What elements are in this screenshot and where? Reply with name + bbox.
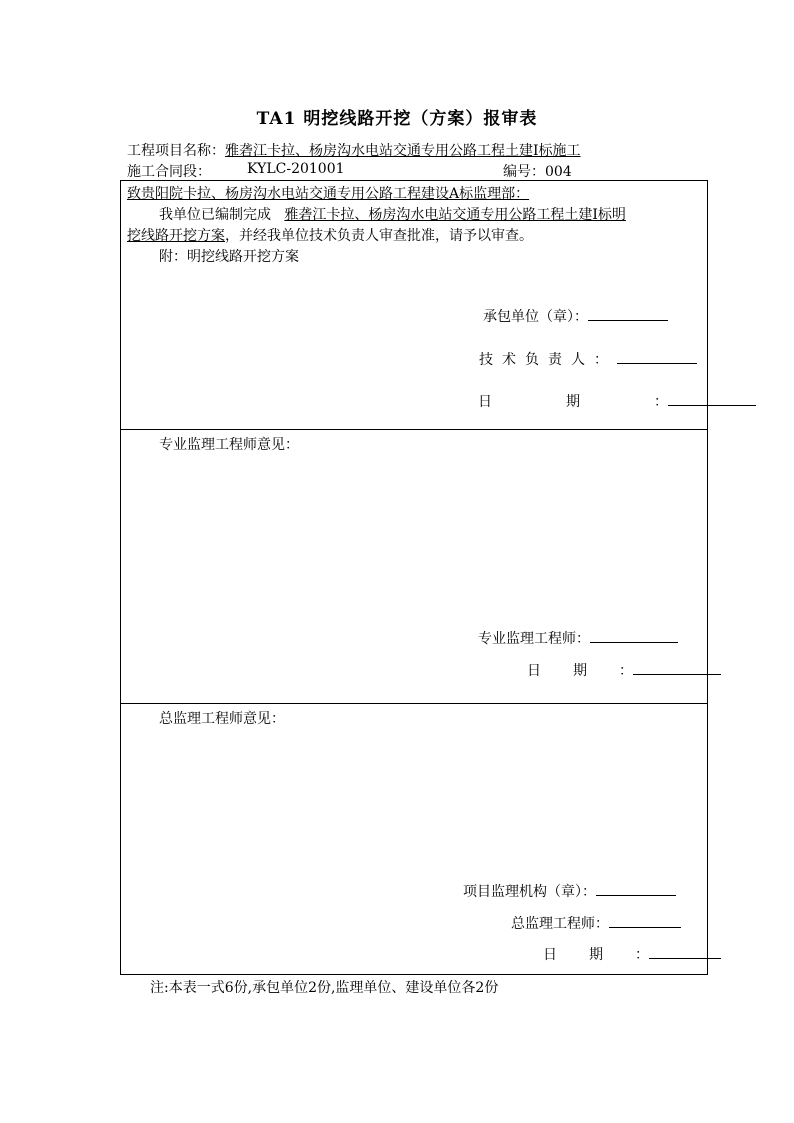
engineer-opinion-section — [120, 429, 708, 704]
footnote: 注:本表一式6份,承包单位2份,监理单位、建设单位各2份 — [150, 980, 499, 996]
engineer-date-line[interactable] — [633, 660, 721, 675]
chief-opinion-label: 总监理工程师意见： — [159, 711, 285, 727]
addressee: 致贵阳院卡拉、杨房沟水电站交通专用公路工程建设A标监理部： — [127, 186, 530, 202]
chief-date-row — [543, 944, 721, 964]
agency-signature-row — [463, 881, 676, 901]
contract-label: 施工合同段： — [127, 164, 211, 180]
contract-number: KYLC-201001 — [247, 161, 345, 177]
submission-date-row — [478, 391, 756, 411]
body-underlined-1: 雅砻江卡拉、杨房沟水电站交通专用公路工程土建Ⅰ标明 — [284, 207, 626, 223]
project-name-value: 雅砻江卡拉、杨房沟水电站交通专用公路工程土建Ⅰ标施工 — [225, 143, 581, 159]
engineer-signature-line[interactable] — [590, 628, 678, 643]
contractor-label: 承包单位（章）： — [483, 309, 588, 325]
project-name-label: 工程项目名称： — [127, 143, 225, 159]
page-title: TA1 明挖线路开挖（方案）报审表 — [256, 109, 538, 129]
agency-label: 项目监理机构（章）： — [463, 884, 596, 900]
submission-section — [120, 180, 742, 430]
chief-signature-line[interactable] — [609, 913, 681, 928]
chief-date-line[interactable] — [649, 944, 721, 959]
engineer-opinion-label: 专业监理工程师意见： — [159, 437, 299, 453]
tech-lead-signature-line[interactable] — [617, 349, 697, 364]
chief-date-label: 日期： — [543, 947, 681, 963]
engineer-signature-row — [478, 628, 678, 648]
submission-date-line[interactable] — [668, 391, 756, 406]
contractor-signature-line[interactable] — [588, 306, 668, 321]
chief-label: 总监理工程师： — [511, 916, 609, 932]
chief-signature-row — [511, 913, 681, 933]
chief-opinion-section — [120, 703, 708, 975]
tech-lead-signature-row — [479, 349, 697, 369]
body-underlined-2: 挖线路开挖方案 — [127, 228, 225, 244]
serial-number: 004 — [545, 164, 572, 180]
engineer-date-row — [527, 660, 721, 680]
body-prefix: 我单位已编制完成 — [159, 207, 271, 223]
body-suffix: ，并经我单位技术负责人审查批准，请予以审查。 — [225, 228, 533, 244]
agency-signature-line[interactable] — [596, 881, 676, 896]
engineer-label: 专业监理工程师： — [478, 631, 590, 647]
serial-label: 编号： — [503, 164, 545, 180]
engineer-date-label: 日期： — [527, 663, 665, 679]
project-name-row — [127, 140, 581, 160]
submission-body-line-2 — [127, 225, 533, 245]
submission-date-label: 日期： — [478, 394, 742, 410]
contractor-signature-row — [483, 306, 668, 326]
serial-number-row — [503, 161, 572, 181]
submission-body-line-1 — [159, 204, 626, 224]
tech-lead-label: 技术负责人： — [479, 352, 617, 368]
attachment: 附：明挖线路开挖方案 — [159, 249, 299, 265]
